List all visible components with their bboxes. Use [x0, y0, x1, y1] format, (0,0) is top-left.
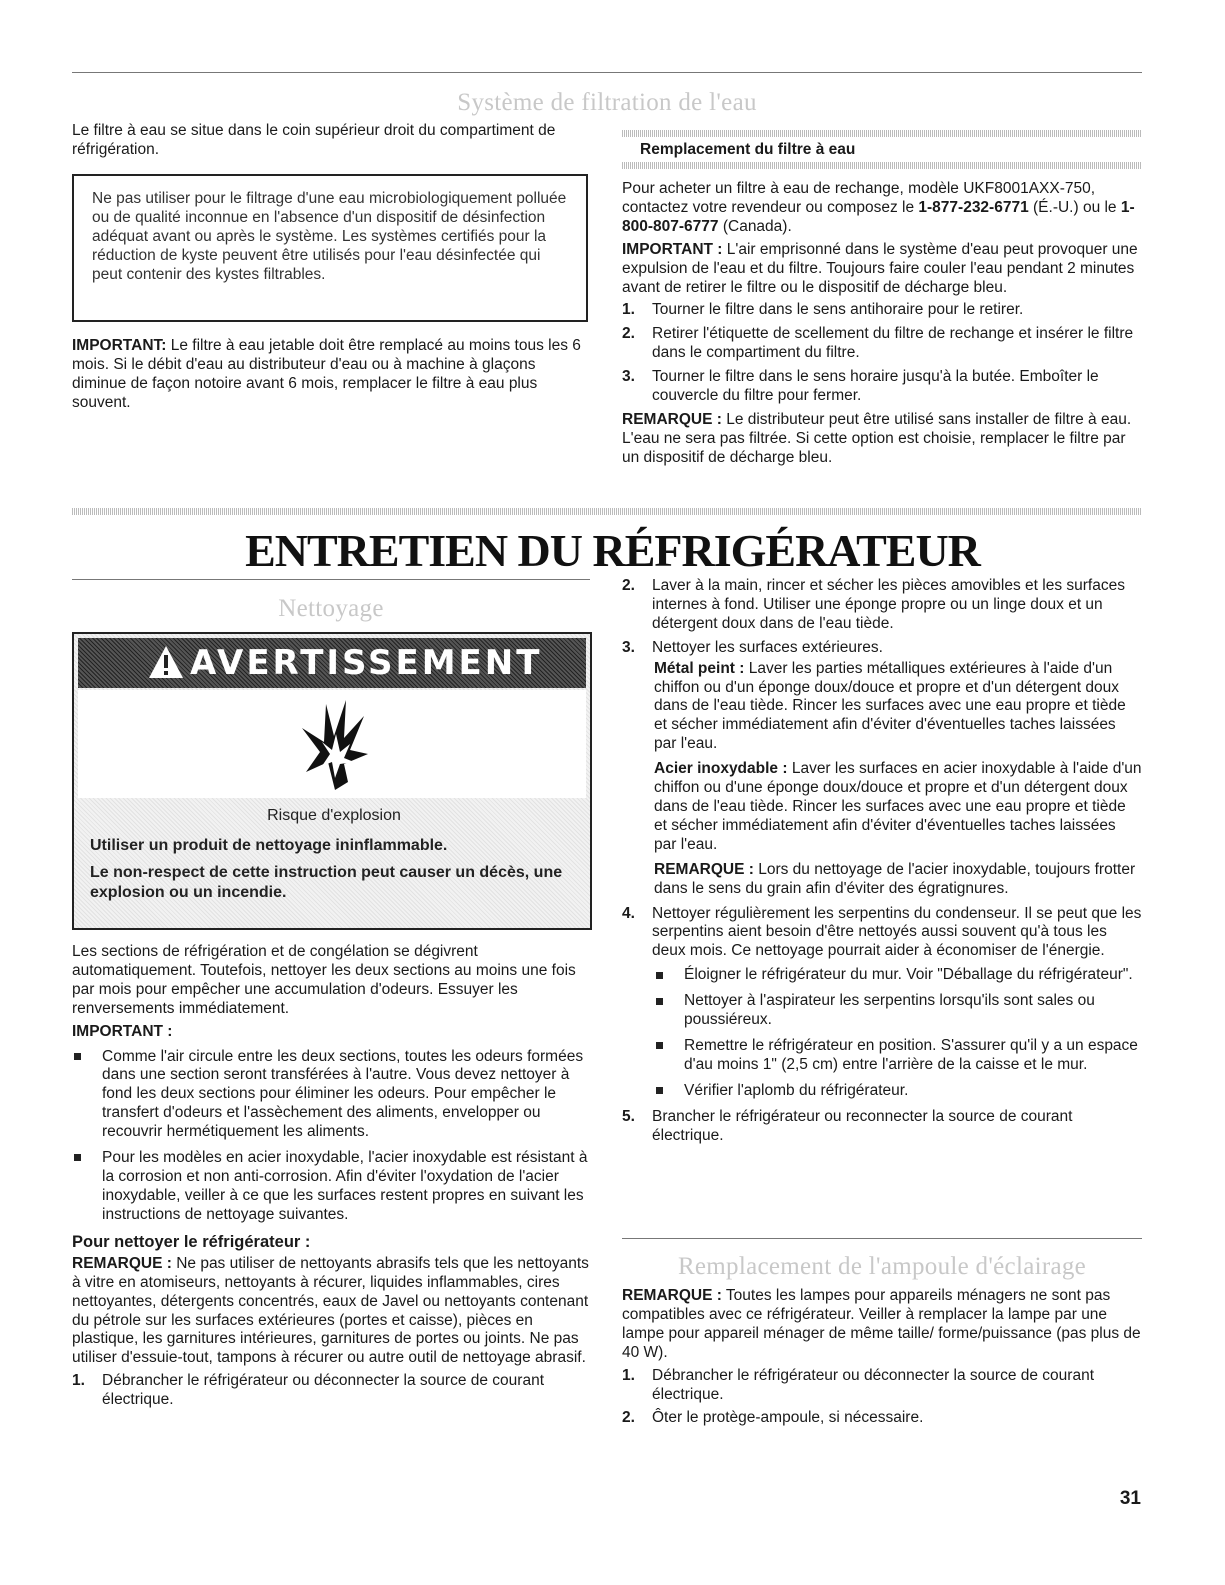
steel-note [622, 861, 1142, 899]
list-item [622, 325, 1142, 363]
warning-line-1: Utiliser un produit de nettoyage ininflammable. [90, 836, 448, 854]
phone-us: 1-877-232-6771 [918, 198, 1029, 216]
steel-note-text: Lors du nettoyage de l'acier inoxydable, toujours frotter dans le sens du grain afin d'éviter des égratignures. [654, 860, 1136, 897]
hatch-divider [622, 162, 1142, 169]
replace-purchase-text: (É.-U.) ou le [1028, 198, 1121, 216]
hatch-divider [622, 130, 1142, 137]
bullet-text: Vérifier l'aplomb du réfrigérateur. [684, 1081, 909, 1099]
water-important [72, 337, 592, 417]
list-item [622, 577, 1142, 634]
bullet-text: Nettoyer à l'aspirateur les serpentins lorsqu'ils sont sales ou poussiéreux. [684, 992, 1095, 1029]
step-number: 3. [622, 368, 635, 386]
water-warning-text: Ne pas utiliser pour le filtrage d'une eau microbiologiquement polluée ou de qualité inconnue en l'absence d'un dispositif de désinfection adéquat avant ou après le système. Les systèmes certifiés pour la réduction de kyste peuvent être utilisés pour l'eau désinfectée qui peut contenir des kystes filtrables. [92, 190, 567, 283]
step-text: Nettoyer les surfaces extérieures. [652, 638, 883, 656]
metal-text: Laver les parties métalliques extérieures à l'aide d'un chiffon ou d'un éponge doux/douce et propre et d'un détergent doux dans de l'eau tiède. Rincer les surfaces avec une eau propre et tiède et sécher immédiatement afin d'éviter d'éventuelles taches laissées par l'eau. [654, 659, 1126, 753]
list-item [654, 992, 1142, 1030]
replace-note-text: Le distributeur peut être utilisé sans installer de filtre à eau. L'eau ne sera pas filtrée. Si cette option est choisie, remplacer le filtre par un dispositif de décharge bleu. [622, 410, 1132, 466]
water-important-label: IMPORTANT: [72, 337, 167, 354]
list-item [72, 1149, 592, 1225]
bulb-section-title: Remplacement de l'ampoule d'éclairage [677, 1253, 1087, 1280]
warning-triangle-icon [148, 645, 184, 679]
main-title: ENTRETIEN DU RÉFRIGÉRATEUR [245, 525, 980, 576]
cleaning-important-label: IMPORTANT : [72, 1022, 173, 1040]
bulb-note [622, 1287, 1142, 1363]
cleaning-section-title: Nettoyage [278, 595, 384, 622]
step-text: Retirer l'étiquette de scellement du filtre de rechange et insérer le filtre dans le compartiment du filtre. [652, 325, 1134, 362]
list-item [72, 1372, 592, 1410]
explosion-icon [300, 698, 370, 790]
phone-canada: 1-800-807-6777 [622, 198, 1135, 235]
list-item [622, 1108, 1142, 1146]
list-item [654, 1037, 1142, 1075]
step-number: 2. [622, 577, 635, 594]
cleaning-intro: Les sections de réfrigération et de congélation se dégivrent automatiquement. Toutefois, nettoyer les deux sections au moins une fois par mois pour empêcher une accumulation d'odeurs. Essuyer les renversements immédiatement. [72, 943, 576, 1017]
list-item [72, 1048, 592, 1143]
step-number: 5. [622, 1107, 635, 1125]
step-text: Ôter le protège-ampoule, si nécessaire. [652, 1409, 924, 1427]
how-heading: Pour nettoyer le réfrigérateur : [72, 1232, 311, 1251]
replace-note-label: REMARQUE : [622, 410, 722, 428]
warning-symbol-area [78, 690, 586, 798]
steel-note-label: REMARQUE : [654, 860, 754, 878]
list-item [622, 368, 1142, 406]
bullet-text: Éloigner le réfrigérateur du mur. Voir "Déballage du réfrigérateur". [684, 966, 1133, 984]
replace-note [622, 411, 1142, 468]
bullet-square-icon [72, 1048, 102, 1143]
bulb-content [622, 1287, 1142, 1433]
warning-header [78, 638, 586, 688]
water-important-text: Le filtre à eau jetable doit être remplacé au moins tous les 6 mois. Si le débit d'eau au distributeur d'eau ou à machine à glaçons diminue de façon notoire avant 6 mois, remplacer le filtre à eau plus souvent. [72, 337, 581, 411]
list-item [622, 905, 1142, 962]
list-item [654, 1082, 1142, 1101]
step-number: 2. [622, 325, 635, 343]
bulb-note-label: REMARQUE : [622, 1287, 722, 1304]
water-intro [72, 122, 592, 164]
step-text: Brancher le réfrigérateur ou reconnecter la source de courant électrique. [652, 1107, 1073, 1144]
step-text: Nettoyer régulièrement les serpentins du condenseur. Il se peut que les serpentins aient besoin d'être nettoyés aussi souvent qu'à tous les deux mois. Ce nettoyage pourrait aider à économiser de l'énergie. [652, 904, 1142, 960]
step-text: Débrancher le réfrigérateur ou déconnecter la source de courant électrique. [102, 1372, 545, 1409]
water-intro-text: Le filtre à eau se situe dans le coin supérieur droit du compartiment de réfrigération. [72, 122, 556, 158]
replace-content [622, 180, 1142, 472]
cleaning-rule [72, 579, 590, 580]
warning-panel [72, 632, 592, 930]
how-note-text: Ne pas utiliser de nettoyants abrasifs tels que les nettoyants à vitre en atomiseurs, nettoyants à récurer, liquides inflammables, cires nettoyantes, détergents concentrés, eaux de Javel ou nettoyants contenant du pétrole sur les surfaces extérieures (portes et caisse), pièces en plastique, les garnitures intérieures, garnitures de portes ou joints. Ne pas utiliser d'essuie-tout, tampons à récurer ou autre outil de nettoyage abrasif. [72, 1254, 589, 1367]
bullet-square-icon [654, 1037, 684, 1075]
step-number: 1. [72, 1372, 85, 1390]
replace-important [622, 241, 1142, 298]
step-text: Laver à la main, rincer et sécher les pièces amovibles et les surfaces internes à fond. Utiliser une éponge propre ou un linge doux et un détergent doux dans de l'eau tiède. [652, 577, 1125, 632]
warning-word: AVERTISSEMENT [190, 643, 543, 683]
step-text: Débrancher le réfrigérateur ou déconnecter la source de courant électrique. [652, 1366, 1095, 1403]
step-number: 2. [622, 1409, 635, 1427]
step-text: Tourner le filtre dans le sens antihoraire pour le retirer. [652, 301, 1024, 319]
water-warning-box [72, 174, 588, 322]
bullet-text: Comme l'air circule entre les deux sections, toutes les odeurs formées dans une section seront transférées à l'autre. Vous devez nettoyer à fond les deux sections pour éliminer les odeurs. Pour empêcher le transfert d'odeurs et l'assèchement des aliments, envelopper ou recouvrir hermétiquement les aliments. [102, 1047, 584, 1141]
warning-line-2: Le non-respect de cette instruction peut causer un décès, une explosion ou un incendie. [90, 864, 563, 901]
step-text: Tourner le filtre dans le sens horaire jusqu'à la butée. Emboîter le couvercle du filtre pour fermer. [652, 368, 1099, 405]
replace-purchase [622, 180, 1142, 237]
main-hatch-divider [72, 508, 1142, 515]
bullet-square-icon [654, 966, 684, 985]
list-item [622, 301, 1142, 320]
replace-purchase-text: (Canada). [718, 217, 792, 235]
replace-important-text: L'air emprisonné dans le système d'eau peut provoquer une expulsion de l'eau et du filtre. Toujours faire couler l'eau pendant 2 minutes avant de retirer le filtre ou le dispositif de décharge bleu. [622, 240, 1138, 296]
top-rule [72, 72, 1142, 73]
warning-text [90, 806, 578, 910]
hazard-title: Risque d'explosion [267, 807, 401, 824]
replace-important-label: IMPORTANT : [622, 240, 723, 258]
bullet-square-icon [654, 992, 684, 1030]
list-item [654, 966, 1142, 985]
bullet-text: Remettre le réfrigérateur en position. S'assurer qu'il y a un espace d'au moins 1" (2,5 cm) entre l'arrière de la caisse et le mur. [684, 1036, 1138, 1073]
bullet-square-icon [72, 1149, 102, 1225]
metal-label: Métal peint : [654, 659, 745, 677]
bulb-rule [622, 1238, 1142, 1239]
step-number: 4. [622, 904, 635, 922]
step-number: 3. [622, 638, 635, 656]
cleaning-left-content [72, 943, 592, 1415]
metal-paragraph [622, 660, 1142, 755]
list-item [622, 1367, 1142, 1405]
water-section-title: Système de filtration de l'eau [457, 89, 757, 116]
page-number: 31 [1119, 1488, 1141, 1509]
bullet-square-icon [654, 1082, 684, 1101]
step-number: 1. [622, 301, 635, 319]
list-item [622, 639, 1142, 658]
step-number: 1. [622, 1366, 635, 1384]
bullet-text: Pour les modèles en acier inoxydable, l'acier inoxydable est résistant à la corrosion et non anti-corrosion. Afin d'éviter l'oxydation de l'acier inoxydable, veiller à ce que les surfaces restent propres en suivant les instructions de nettoyage suivantes. [102, 1149, 588, 1223]
how-note-label: REMARQUE : [72, 1254, 172, 1272]
steel-label: Acier inoxydable : [654, 760, 788, 778]
how-note [72, 1255, 592, 1368]
replace-purchase-text: Pour acheter un filtre à eau de rechange, modèle UKF8001AXX-750, contactez votre revendeur ou composez le [622, 180, 1096, 216]
steel-text: Laver les surfaces en acier inoxydable à l'aide d'un chiffon ou d'une éponge doux/douce et propre et d'un détergent doux dans de l'eau tiède. Rincer les surfaces avec une eau propre et tiède et sécher immédiatement afin d'éviter d'éventuelles taches laissées par l'eau. [654, 760, 1142, 853]
cleaning-right-content [622, 577, 1142, 1150]
replace-heading: Remplacement du filtre à eau [640, 141, 856, 158]
steel-paragraph [622, 760, 1142, 855]
bulb-note-text: Toutes les lampes pour appareils ménagers ne sont pas compatibles avec ce réfrigérateur. Veiller à remplacer la lampe par une lampe pour appareil ménager de même taille/ forme/puissance (pas plus de 40 W). [622, 1287, 1141, 1361]
list-item [622, 1409, 1142, 1428]
